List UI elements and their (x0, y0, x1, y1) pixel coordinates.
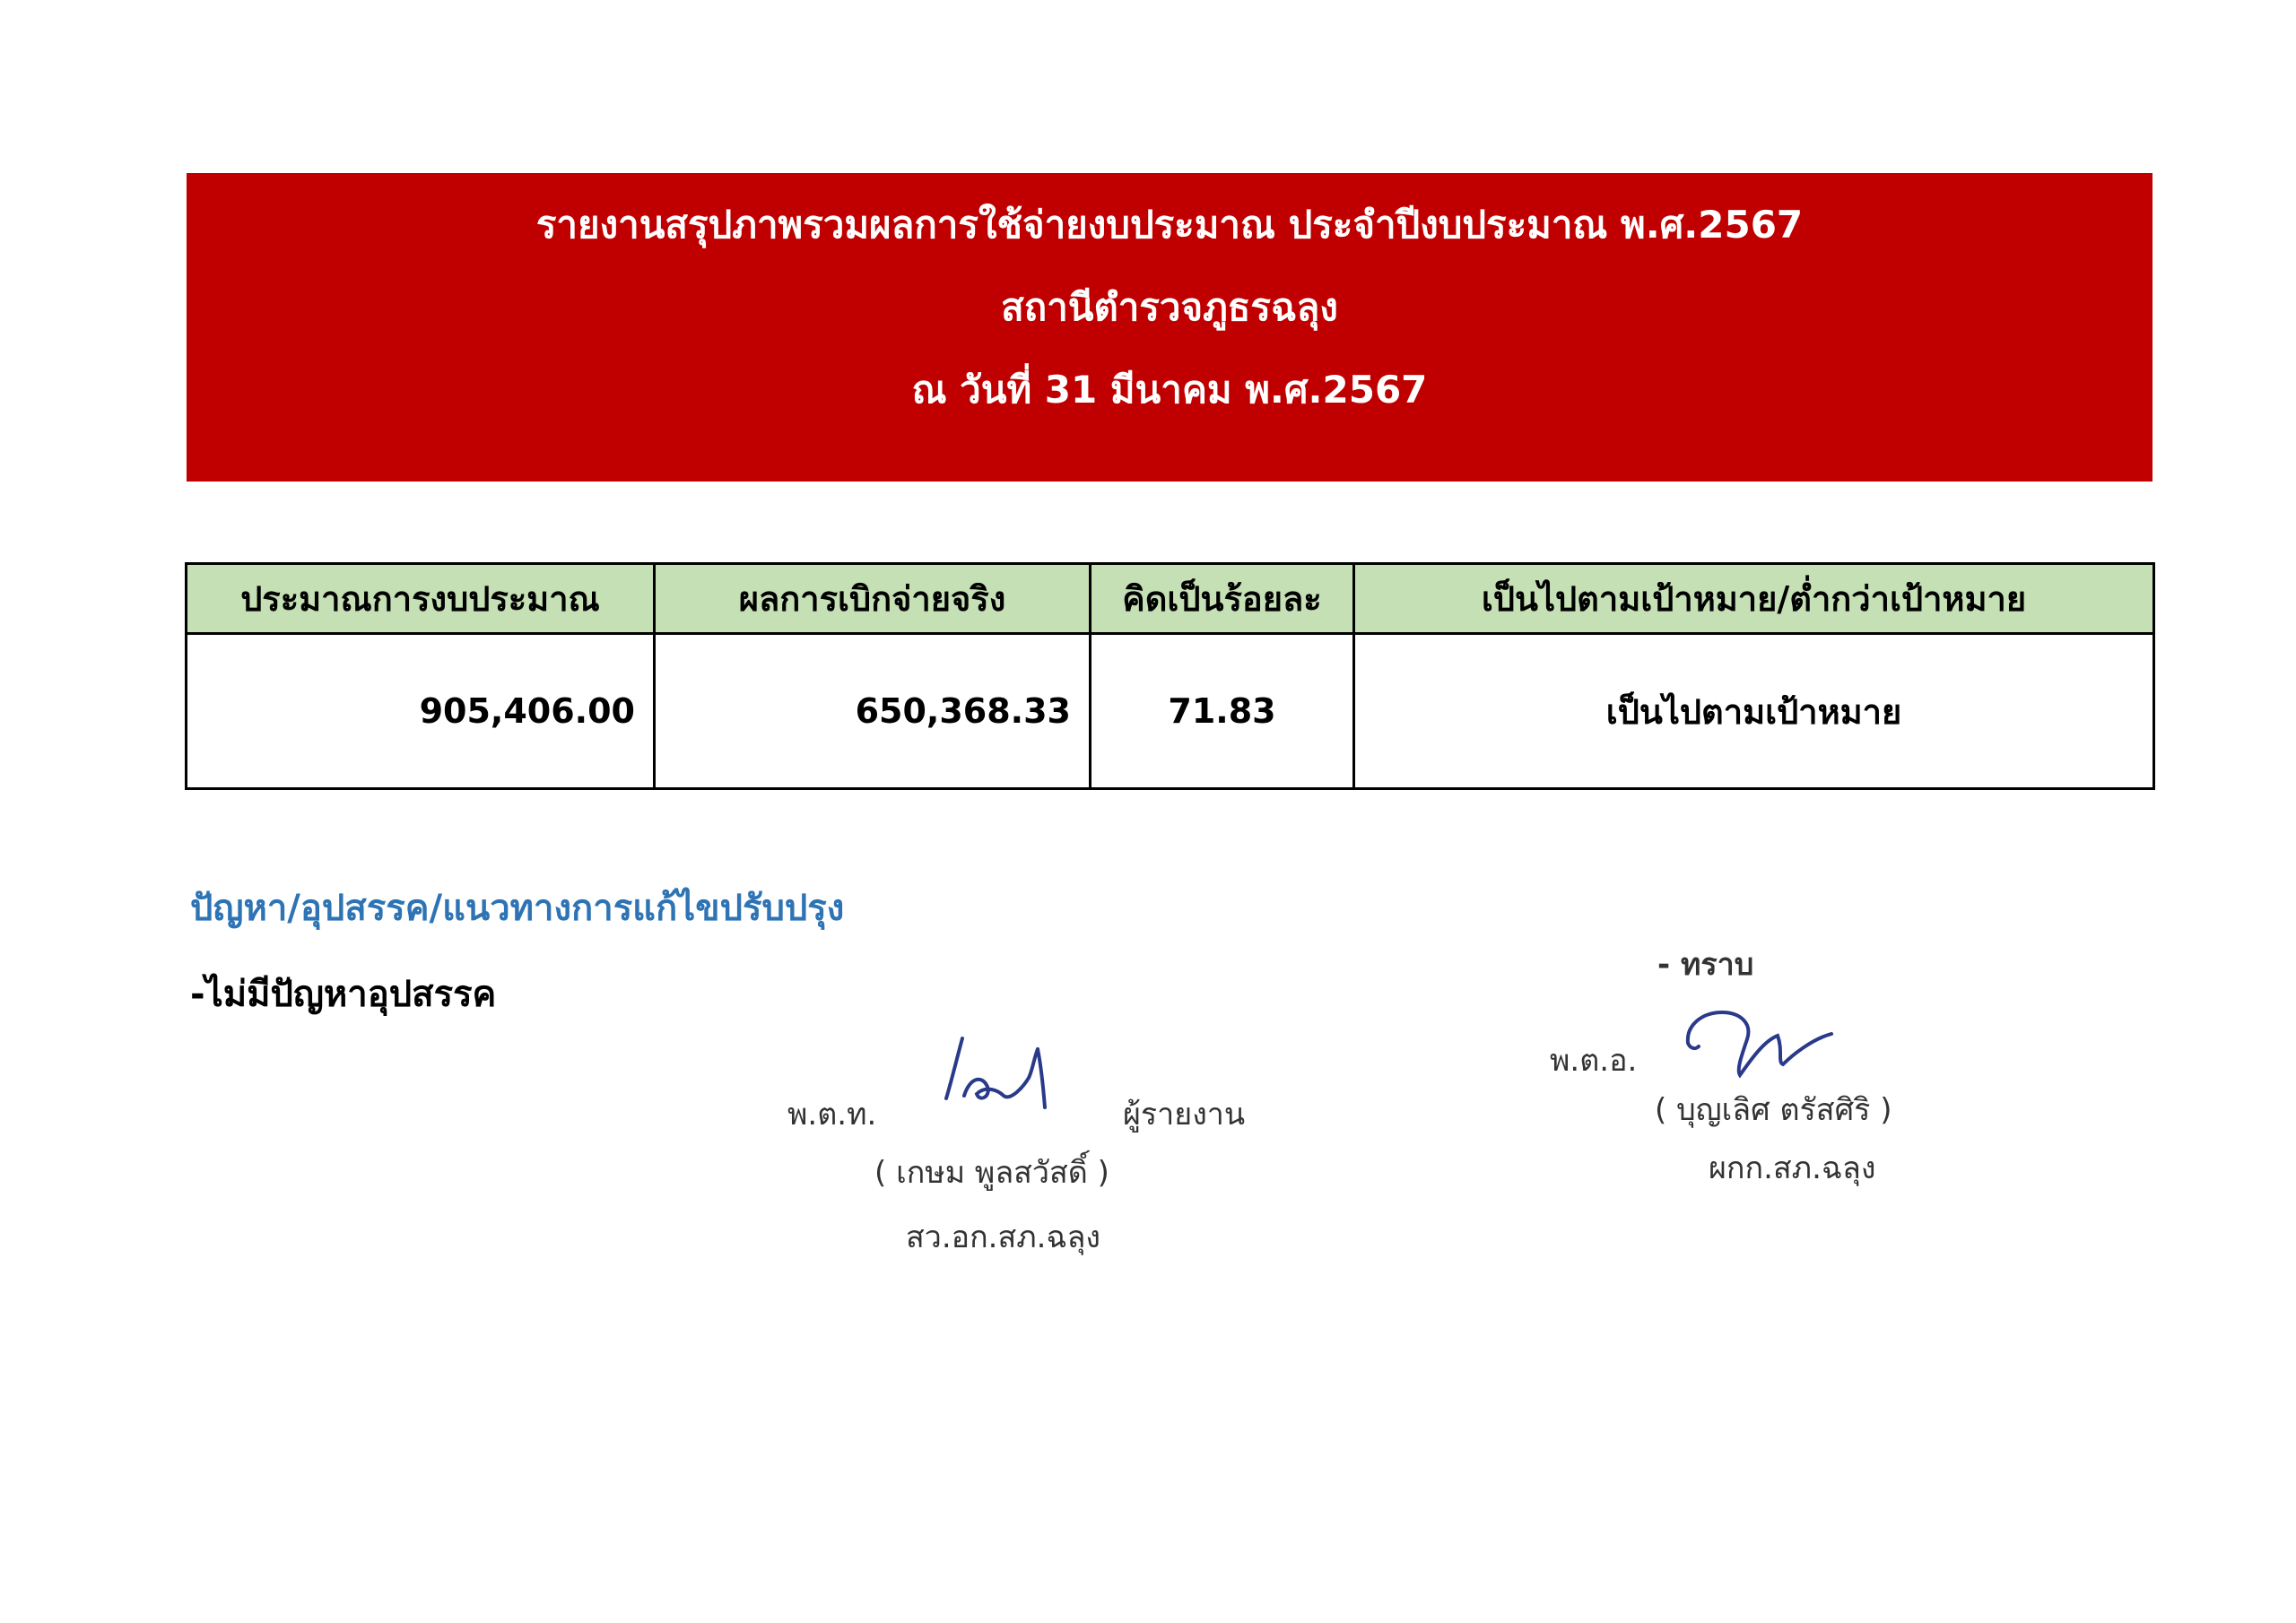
cell-target-status: เป็นไปตามเป้าหมาย (1354, 634, 2154, 789)
report-title-banner (187, 173, 2152, 482)
table-row (187, 634, 2154, 789)
header-percent: คิดเป็นร้อยละ (1091, 564, 1354, 634)
approver-name: ( บุญเลิศ ตรัสศิริ ) (1655, 1092, 1892, 1128)
header-budget-estimate: ประมาณการงบประมาณ (187, 564, 655, 634)
budget-summary-table (185, 562, 2155, 790)
reporter-signature (928, 1031, 1063, 1130)
reporter-position: สว.อก.สภ.ฉลุง (906, 1219, 1101, 1255)
approver-position: ผกก.สภ.ฉลุง (1709, 1150, 1876, 1186)
problems-text: -ไม่มีปัญหาอุปสรรค (190, 974, 497, 1015)
header-target-status: เป็นไปตามเป้าหมาย/ต่ำกว่าเป้าหมาย (1354, 564, 2154, 634)
approver-rank: พ.ต.อ. (1550, 1043, 1638, 1079)
table-header-row (187, 564, 2154, 634)
approver-signature (1677, 1000, 1839, 1081)
cell-percent: 71.83 (1091, 634, 1354, 789)
reporter-name: ( เกษม พูลสวัสดิ์ ) (874, 1155, 1109, 1191)
cell-actual-disbursement: 650,368.33 (655, 634, 1091, 789)
header-actual-disbursement: ผลการเบิกจ่ายจริง (655, 564, 1091, 634)
station-name: สถานีตำรวจภูธรฉลุง (1001, 285, 1338, 329)
reporter-rank: พ.ต.ท. (787, 1097, 877, 1133)
report-date: ณ วันที่ 31 มีนาคม พ.ศ.2567 (911, 368, 1428, 412)
problems-heading: ปัญหา/อุปสรรค/แนวทางการแก้ไขปรับปรุง (190, 888, 845, 929)
acknowledge-note: - ทราบ (1657, 947, 1754, 983)
report-title: รายงานสรุปภาพรวมผลการใช้จ่ายงบประมาณ ประจำปีงบประมาณ พ.ศ.2567 (535, 203, 1804, 247)
cell-budget-estimate: 905,406.00 (187, 634, 655, 789)
reporter-role: ผู้รายงาน (1123, 1097, 1246, 1133)
